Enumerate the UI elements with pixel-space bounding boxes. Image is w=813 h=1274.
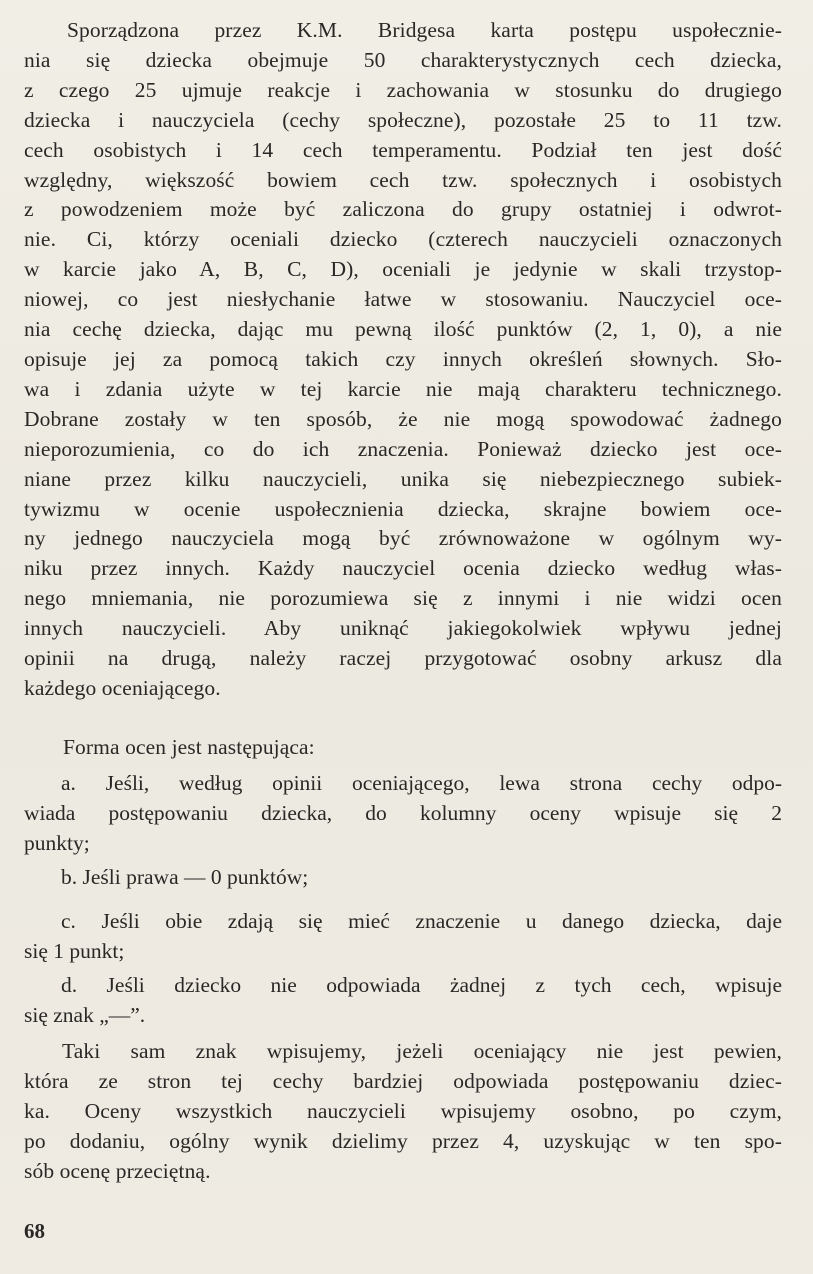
list-item-d (24, 970, 782, 1030)
text-line: nieporozumienia, co do ich znaczenia. Ponieważ dziecko jest oce- (24, 436, 782, 461)
text-line: każdego oceniającego. (24, 675, 221, 700)
text-line: sób ocenę przeciętną. (24, 1158, 211, 1183)
list-item-c (24, 906, 782, 966)
text-line: się znak „—”. (24, 1003, 146, 1027)
list-item-b (24, 862, 782, 892)
text-line: się 1 punkt; (24, 939, 125, 963)
page-number: 68 (24, 1219, 45, 1243)
text-line: niane przez kilku nauczycieli, unika się niebezpiecznego subiek- (24, 466, 782, 491)
text-line: Taki sam znak wpisujemy, jeżeli oceniający nie jest pewien, (62, 1039, 782, 1063)
text-line: wa i zdania użyte w tej karcie nie mają charakteru technicznego. (24, 376, 782, 401)
text-line: Forma ocen jest następująca: (63, 735, 315, 759)
text-line: niku przez innych. Każdy nauczyciel ocenia dziecko według włas- (24, 556, 782, 581)
text-line: nia cechę dziecka, dając mu pewną ilość punktów (2, 1, 0), a nie (24, 317, 782, 342)
text-line: innych nauczycieli. Aby uniknąć jakiegokolwiek wpływu jednej (24, 616, 782, 641)
text-line: b. Jeśli prawa — 0 punktów; (61, 865, 309, 889)
text-line: Dobrane zostały w ten sposób, że nie mogą spowodować żadnego (24, 406, 782, 431)
text-line: nie. Ci, którzy oceniali dziecko (czterech nauczycieli oznaczonych (24, 227, 782, 252)
text-line: tywizmu w ocenie uspołecznienia dziecka, skrajne bowiem oce- (24, 496, 782, 521)
text-line: Sporządzona przez K.M. Bridgesa karta postępu uspołecznie- (67, 18, 782, 42)
text-line: po dodaniu, ogólny wynik dzielimy przez 4, uzyskując w ten spo- (24, 1128, 782, 1153)
text-line: względny, większość bowiem cech tzw. społecznych i osobistych (24, 167, 782, 192)
text-line: ny jednego nauczyciela mogą być zrównoważone w ogólnym wy- (24, 526, 782, 551)
text-line: punkty; (24, 831, 90, 855)
paragraph-2 (24, 1037, 782, 1187)
intro-line (24, 733, 782, 763)
text-line: z powodzeniem może być zaliczona do grupy ostatniej i odwrot- (24, 197, 782, 222)
text-line: w karcie jako A, B, C, D), oceniali je jedynie w skali trzystop- (24, 257, 782, 282)
text-line: a. Jeśli, według opinii oceniającego, lewa strona cechy odpo- (61, 771, 782, 795)
list-item-a (24, 768, 782, 858)
text-line: dziecka i nauczyciela (cechy społeczne), pozostałe 25 to 11 tzw. (24, 107, 782, 132)
text-line: z czego 25 ujmuje reakcje i zachowania w stosunku do drugiego (24, 77, 782, 102)
text-line: wiada postępowaniu dziecka, do kolumny oceny wpisuje się 2 (24, 801, 782, 825)
text-line: która ze stron tej cechy bardziej odpowiada postępowaniu dziec- (24, 1068, 782, 1093)
text-line: d. Jeśli dziecko nie odpowiada żadnej z tych cech, wpisuje (61, 973, 782, 997)
text-line: nego mniemania, nie porozumiewa się z innymi i nie widzi ocen (24, 586, 782, 611)
text-line: niowej, co jest niesłychanie łatwe w stosowaniu. Nauczyciel oce- (24, 287, 782, 312)
text-line: opisuje jej za pomocą takich czy innych określeń słownych. Sło- (24, 346, 782, 371)
paragraph-1 (24, 16, 782, 704)
text-line: ka. Oceny wszystkich nauczycieli wpisujemy osobno, po czym, (24, 1098, 782, 1123)
text-line: cech osobistych i 14 cech temperamentu. Podział ten jest dość (24, 137, 782, 162)
text-line: opinii na drugą, należy raczej przygotować osobny arkusz dla (24, 646, 782, 671)
text-line: c. Jeśli obie zdają się mieć znaczenie u danego dziecka, daje (61, 909, 782, 933)
text-line: nia się dziecka obejmuje 50 charakterystycznych cech dziecka, (24, 47, 782, 72)
